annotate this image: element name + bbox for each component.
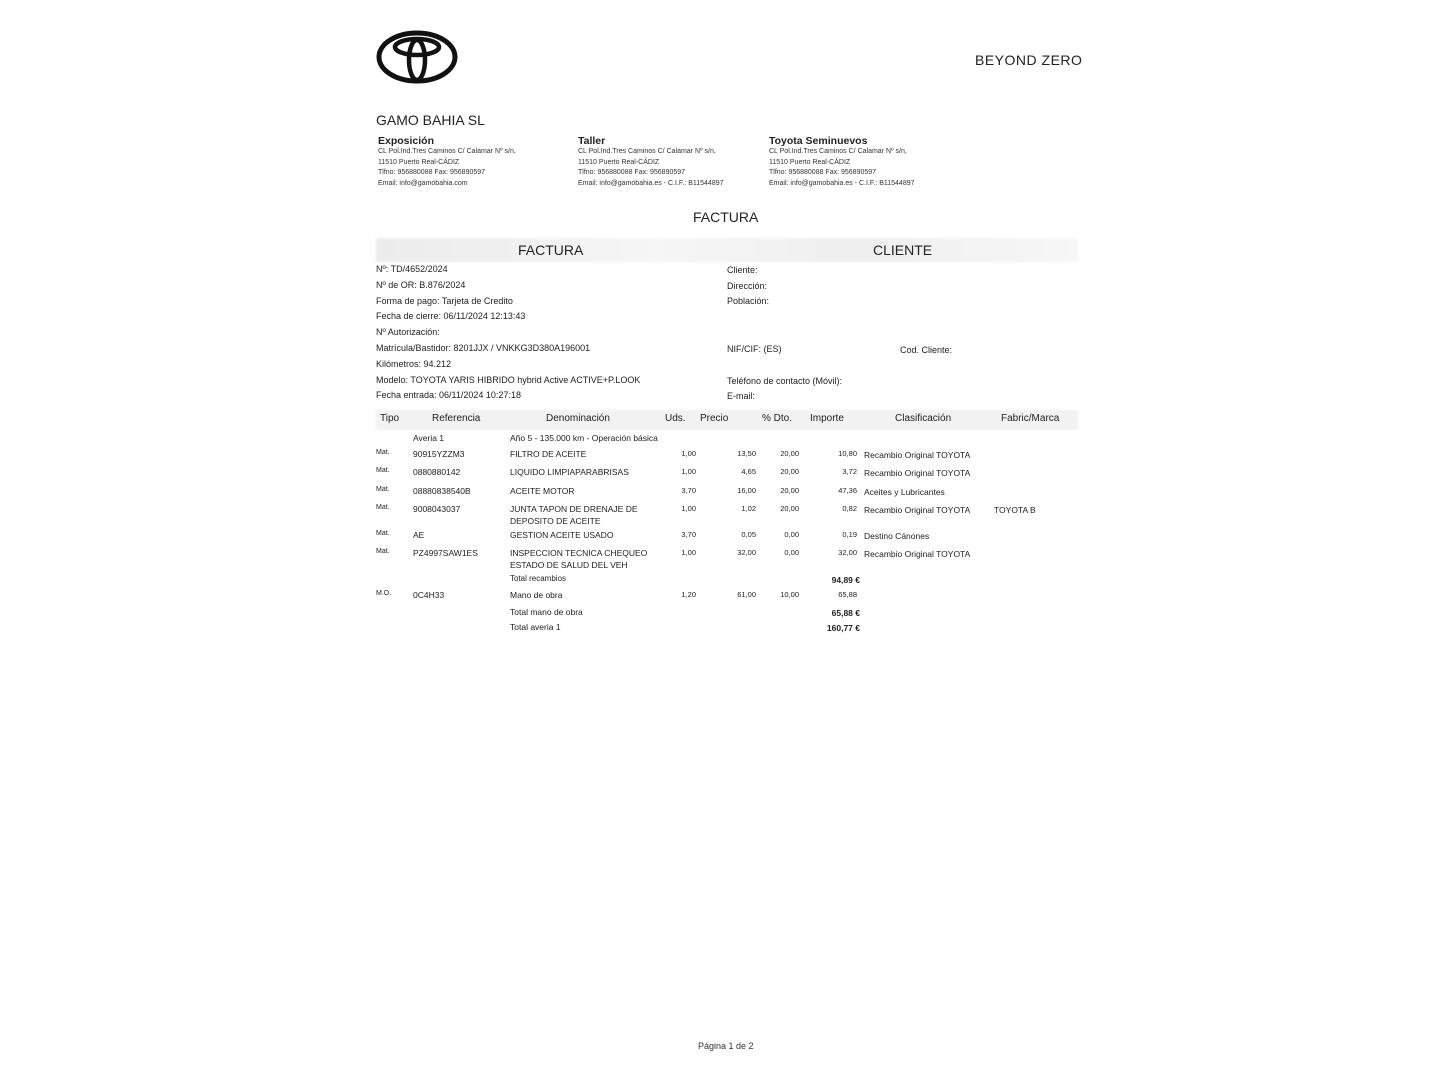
- col-tipo: Tipo: [380, 413, 400, 424]
- labor-description: Mano de obra: [510, 590, 563, 600]
- row-reference: 90915YZZM3: [413, 449, 465, 459]
- client-code: Cod. Cliente:: [900, 345, 953, 355]
- row-units: 1,00: [681, 548, 696, 557]
- row-type: Mat.: [376, 467, 390, 474]
- row-description: GESTION ACEITE USADO: [510, 530, 614, 540]
- client-nif: NIF/CIF: (ES): [727, 344, 782, 354]
- document-title: FACTURA: [693, 209, 759, 225]
- branch-seminuevos: [769, 135, 915, 189]
- row-reference: PZ4997SAW1ES: [413, 548, 478, 558]
- row-reference: 08880838540B: [413, 486, 471, 496]
- vehicle-model: Modelo: TOYOTA YARIS HIBRIDO hybrid Active ACTIVE+P.LOOK: [376, 375, 641, 385]
- row-type: Mat.: [376, 486, 390, 493]
- row-discount: 20,00: [780, 449, 799, 458]
- payment-method: Forma de pago: Tarjeta de Credito: [376, 296, 513, 306]
- row-price: 0,05: [741, 530, 756, 539]
- group-label: Averia 1: [413, 433, 445, 443]
- row-price: 1,02: [741, 504, 756, 513]
- client-city: Población:: [727, 296, 770, 306]
- close-date: Fecha de cierre: 06/11/2024 12:13:43: [376, 311, 526, 321]
- labor-units: 1,20: [681, 590, 696, 599]
- band-label-cliente: CLIENTE: [873, 242, 933, 258]
- table-row: [0, 504, 1440, 530]
- row-classification: Recambio Original TOYOTA: [864, 468, 971, 478]
- branch-line: Email: info@gamobahia.es - C.I.F.: B11544897: [578, 179, 724, 187]
- row-price: 4,65: [741, 467, 756, 476]
- labor-discount: 10,00: [780, 590, 799, 599]
- authorization: Nº Autorización:: [376, 327, 440, 337]
- group-description: Año 5 - 135.000 km - Operación básica: [510, 433, 658, 443]
- total-labor-value: 65,88 €: [831, 608, 860, 618]
- row-type: Mat.: [376, 504, 390, 511]
- header-band: [376, 238, 1078, 262]
- client-phone: Teléfono de contacto (Móvil):: [727, 376, 843, 386]
- row-classification: Aceites y Lubricantes: [864, 487, 945, 497]
- row-units: 3,70: [681, 486, 696, 495]
- row-description: LIQUIDO LIMPIAPARABRISAS: [510, 467, 629, 477]
- branch-line: Tlfno: 956880088 Fax: 956890597: [769, 169, 877, 176]
- total-breakdown-value: 160,77 €: [826, 623, 860, 633]
- row-description: JUNTA TAPON DE DRENAJE DE: [510, 504, 638, 514]
- branch-title: Exposición: [378, 135, 435, 147]
- page-number: Página 1 de 2: [698, 1041, 754, 1051]
- band-label-factura: FACTURA: [518, 242, 584, 258]
- total-breakdown-label: Total averia 1: [510, 622, 561, 632]
- labor-reference: 0C4H33: [413, 590, 445, 600]
- row-amount: 0,19: [842, 530, 857, 539]
- col-referencia: Referencia: [432, 413, 481, 424]
- table-row: [0, 530, 1440, 544]
- labor-type: M.O.: [376, 590, 392, 597]
- row-classification: Recambio Original TOYOTA: [864, 505, 971, 515]
- row-units: 1,00: [681, 467, 696, 476]
- total-parts-value: 94,89 €: [831, 575, 860, 585]
- row-type: Mat.: [376, 548, 390, 555]
- row-amount: 3,72: [842, 467, 857, 476]
- labor-row: [0, 590, 1440, 604]
- branch-line: Email: info@gamobahia.com: [378, 179, 468, 187]
- client-name: Cliente:: [727, 265, 758, 275]
- col-precio: Precio: [700, 413, 729, 424]
- row-discount: 20,00: [780, 467, 799, 476]
- total-labor-label: Total mano de obra: [510, 607, 583, 617]
- kilometers: Kilómetros: 94.212: [376, 359, 452, 369]
- row-amount: 47,36: [838, 486, 857, 495]
- branch-line: 11510 Puerto Real-CÁDIZ: [578, 158, 660, 166]
- row-reference: AE: [413, 530, 425, 540]
- labor-price: 61,00: [737, 590, 756, 599]
- row-price: 13,50: [737, 449, 756, 458]
- col-uds: Uds.: [665, 413, 686, 424]
- col-dto: % Dto.: [762, 413, 793, 424]
- row-amount: 10,80: [838, 449, 857, 458]
- row-classification: Destino Cánones: [864, 531, 930, 541]
- col-denominacion: Denominación: [546, 413, 610, 424]
- row-type: Mat.: [376, 449, 390, 456]
- row-discount: 0,00: [784, 530, 799, 539]
- order-number: Nº de OR: B.876/2024: [376, 280, 466, 290]
- branch-line: Tlfno: 956880088 Fax: 956890597: [378, 169, 486, 176]
- client-email: E-mail:: [727, 391, 756, 401]
- invoice-number: Nº: TD/4652/2024: [376, 264, 448, 274]
- branch-line: CL Pol.Ind.Tres Caminos C/ Calamar Nº s/n,: [378, 148, 516, 155]
- row-description-line2: ESTADO DE SALUD DEL VEH: [510, 560, 628, 570]
- row-discount: 20,00: [780, 504, 799, 513]
- branch-exposicion: [378, 135, 516, 189]
- row-price: 32,00: [737, 548, 756, 557]
- table-row: [0, 548, 1440, 574]
- row-units: 1,00: [681, 504, 696, 513]
- branch-line: CL Pol.Ind.Tres Caminos C/ Calamar Nº s/n,: [769, 148, 907, 155]
- row-classification: Recambio Original TOYOTA: [864, 450, 971, 460]
- company-name: GAMO BAHIA SL: [376, 112, 485, 128]
- branch-line: 11510 Puerto Real-CÁDIZ: [769, 158, 851, 166]
- row-classification: Recambio Original TOYOTA: [864, 549, 971, 559]
- row-description: FILTRO DE ACEITE: [510, 449, 587, 459]
- row-brand: TOYOTA B: [994, 505, 1036, 515]
- row-description: ACEITE MOTOR: [510, 486, 575, 496]
- labor-amount: 65,88: [838, 590, 857, 599]
- table-row: [0, 449, 1440, 463]
- branch-title: Taller: [578, 135, 606, 147]
- branch-line: CL Pol.Ind.Tres Caminos C/ Calamar Nº s/n,: [578, 148, 716, 155]
- entry-date: Fecha entrada: 06/11/2024 10:27:18: [376, 390, 521, 400]
- brand-slogan: BEYOND ZERO: [975, 52, 1083, 68]
- toyota-logo: [376, 30, 458, 84]
- row-discount: 0,00: [784, 548, 799, 557]
- client-address: Dirección:: [727, 281, 768, 291]
- branch-line: Email: info@gamobahia.es - C.I.F.: B11544897: [769, 179, 915, 187]
- col-importe: Importe: [810, 413, 844, 424]
- branch-line: 11510 Puerto Real-CÁDIZ: [378, 158, 460, 166]
- branch-taller: [578, 135, 724, 189]
- row-description: INSPECCION TECNICA CHEQUEO: [510, 548, 648, 558]
- plate-vin: Matrícula/Bastidor: 8201JJX / VNKKG3D380A196001: [376, 343, 591, 353]
- table-row: [0, 486, 1440, 500]
- row-units: 1,00: [681, 449, 696, 458]
- total-parts-label: Total recambios: [510, 574, 567, 583]
- row-description-line2: DEPOSITO DE ACEITE: [510, 516, 601, 526]
- col-marca: Fabric/Marca: [1001, 413, 1060, 424]
- row-reference: 0880880142: [413, 467, 461, 477]
- table-row: [0, 467, 1440, 481]
- branch-title: Toyota Seminuevos: [769, 135, 868, 147]
- row-discount: 20,00: [780, 486, 799, 495]
- row-type: Mat.: [376, 530, 390, 537]
- row-amount: 32,00: [838, 548, 857, 557]
- row-price: 16,00: [737, 486, 756, 495]
- row-amount: 0,82: [842, 504, 857, 513]
- row-units: 3,70: [681, 530, 696, 539]
- row-reference: 9008043037: [413, 504, 461, 514]
- branch-line: Tlfno: 956880088 Fax: 956890597: [578, 169, 686, 176]
- col-clasificacion: Clasificación: [895, 413, 952, 424]
